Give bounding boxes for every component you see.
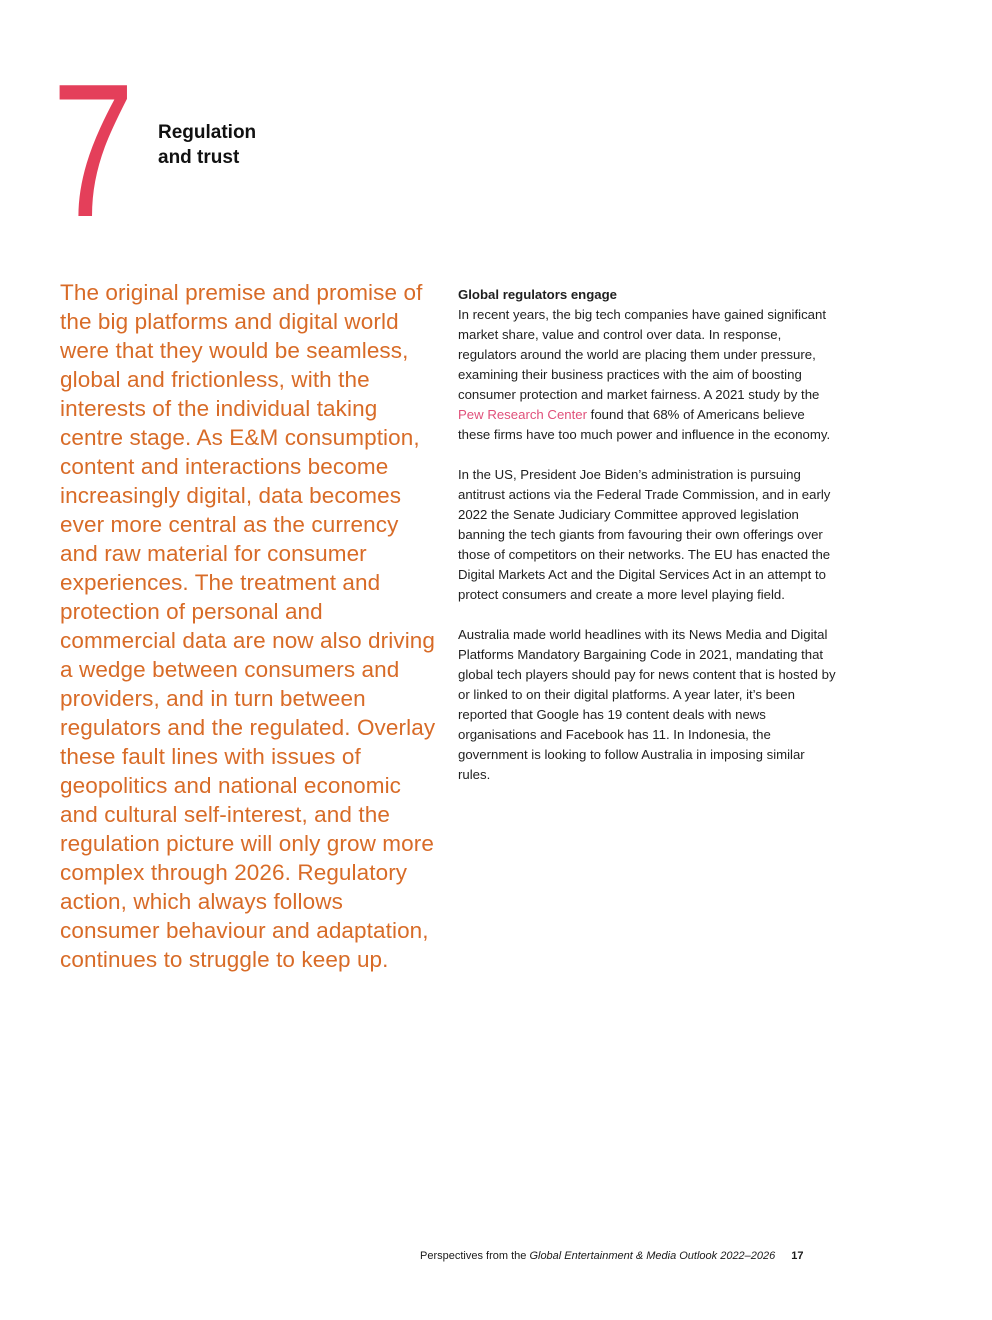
page-footer [420,1248,840,1264]
body-paragraph-2: In the US, President Joe Biden’s administration is pursuing antitrust actions via the Federal Trade Commission, and in early 2022 the Senate Judiciary Committee approved legislation banning the tech giants from favouring their own offerings over those of competitors on their networks. The EU has enacted the Digital Markets Act and the Digital Services Act in an attempt to protect consumers and create a more level playing field. [458,467,831,602]
footer-publication: Global Entertainment & Media Outlook 2022–2026 [529,1250,776,1262]
lead-paragraph: The original premise and promise of the big platforms and digital world were that they would be seamless, global and frictionless, with the interests of the individual taking centre stage. As E&M consumption, content and interactions become increasingly digital, data becomes ever more central as the currency and raw material for consumer experiences. The treatment and protection of personal and commercial data are now also driving a wedge between consumers and providers, and in turn between regulators and the regulated. Overlay these fault lines with issues of geopolitics and national economic and cultural self-interest, and the regulation picture will only grow more complex through 2026. Regulatory action, which always follows consumer behaviour and adaptation, continues to struggle to keep up. [60,280,436,972]
pew-research-link[interactable]: Pew Research Center [458,407,588,422]
body-paragraph-3: Australia made world headlines with its News Media and Digital Platforms Mandatory Bargaining Code in 2021, mandating that global tech players should pay for news content that is hosted by or linked to on their digital platforms. A year later, it’s been reported that Google has 19 content deals with news organisations and Facebook has 11. In Indonesia, the government is looking to follow Australia in imposing similar rules. [458,627,836,782]
chapter-title-line2: and trust [158,147,240,168]
body-paragraph-1 [458,305,838,445]
body-paragraph-1-start: In recent years, the big tech companies have gained significant market share, value and control over data. In response, regulators around the world are placing them under pressure, examining their business practices with the aim of boosting consumer protection and market fairness. A 2021 study by the [458,307,827,402]
section-heading: Global regulators engage [458,287,618,302]
footer-prefix: Perspectives from the [420,1250,530,1262]
chapter-title [158,120,358,170]
chapter-number: 7 [52,45,132,257]
page-number: 17 [791,1250,804,1262]
body-paragraph-1-end: found that 68% of Americans believe these firms have too much power and influence in the economy. [458,407,831,442]
body-column [458,286,838,805]
chapter-title-line1: Regulation [158,122,257,143]
